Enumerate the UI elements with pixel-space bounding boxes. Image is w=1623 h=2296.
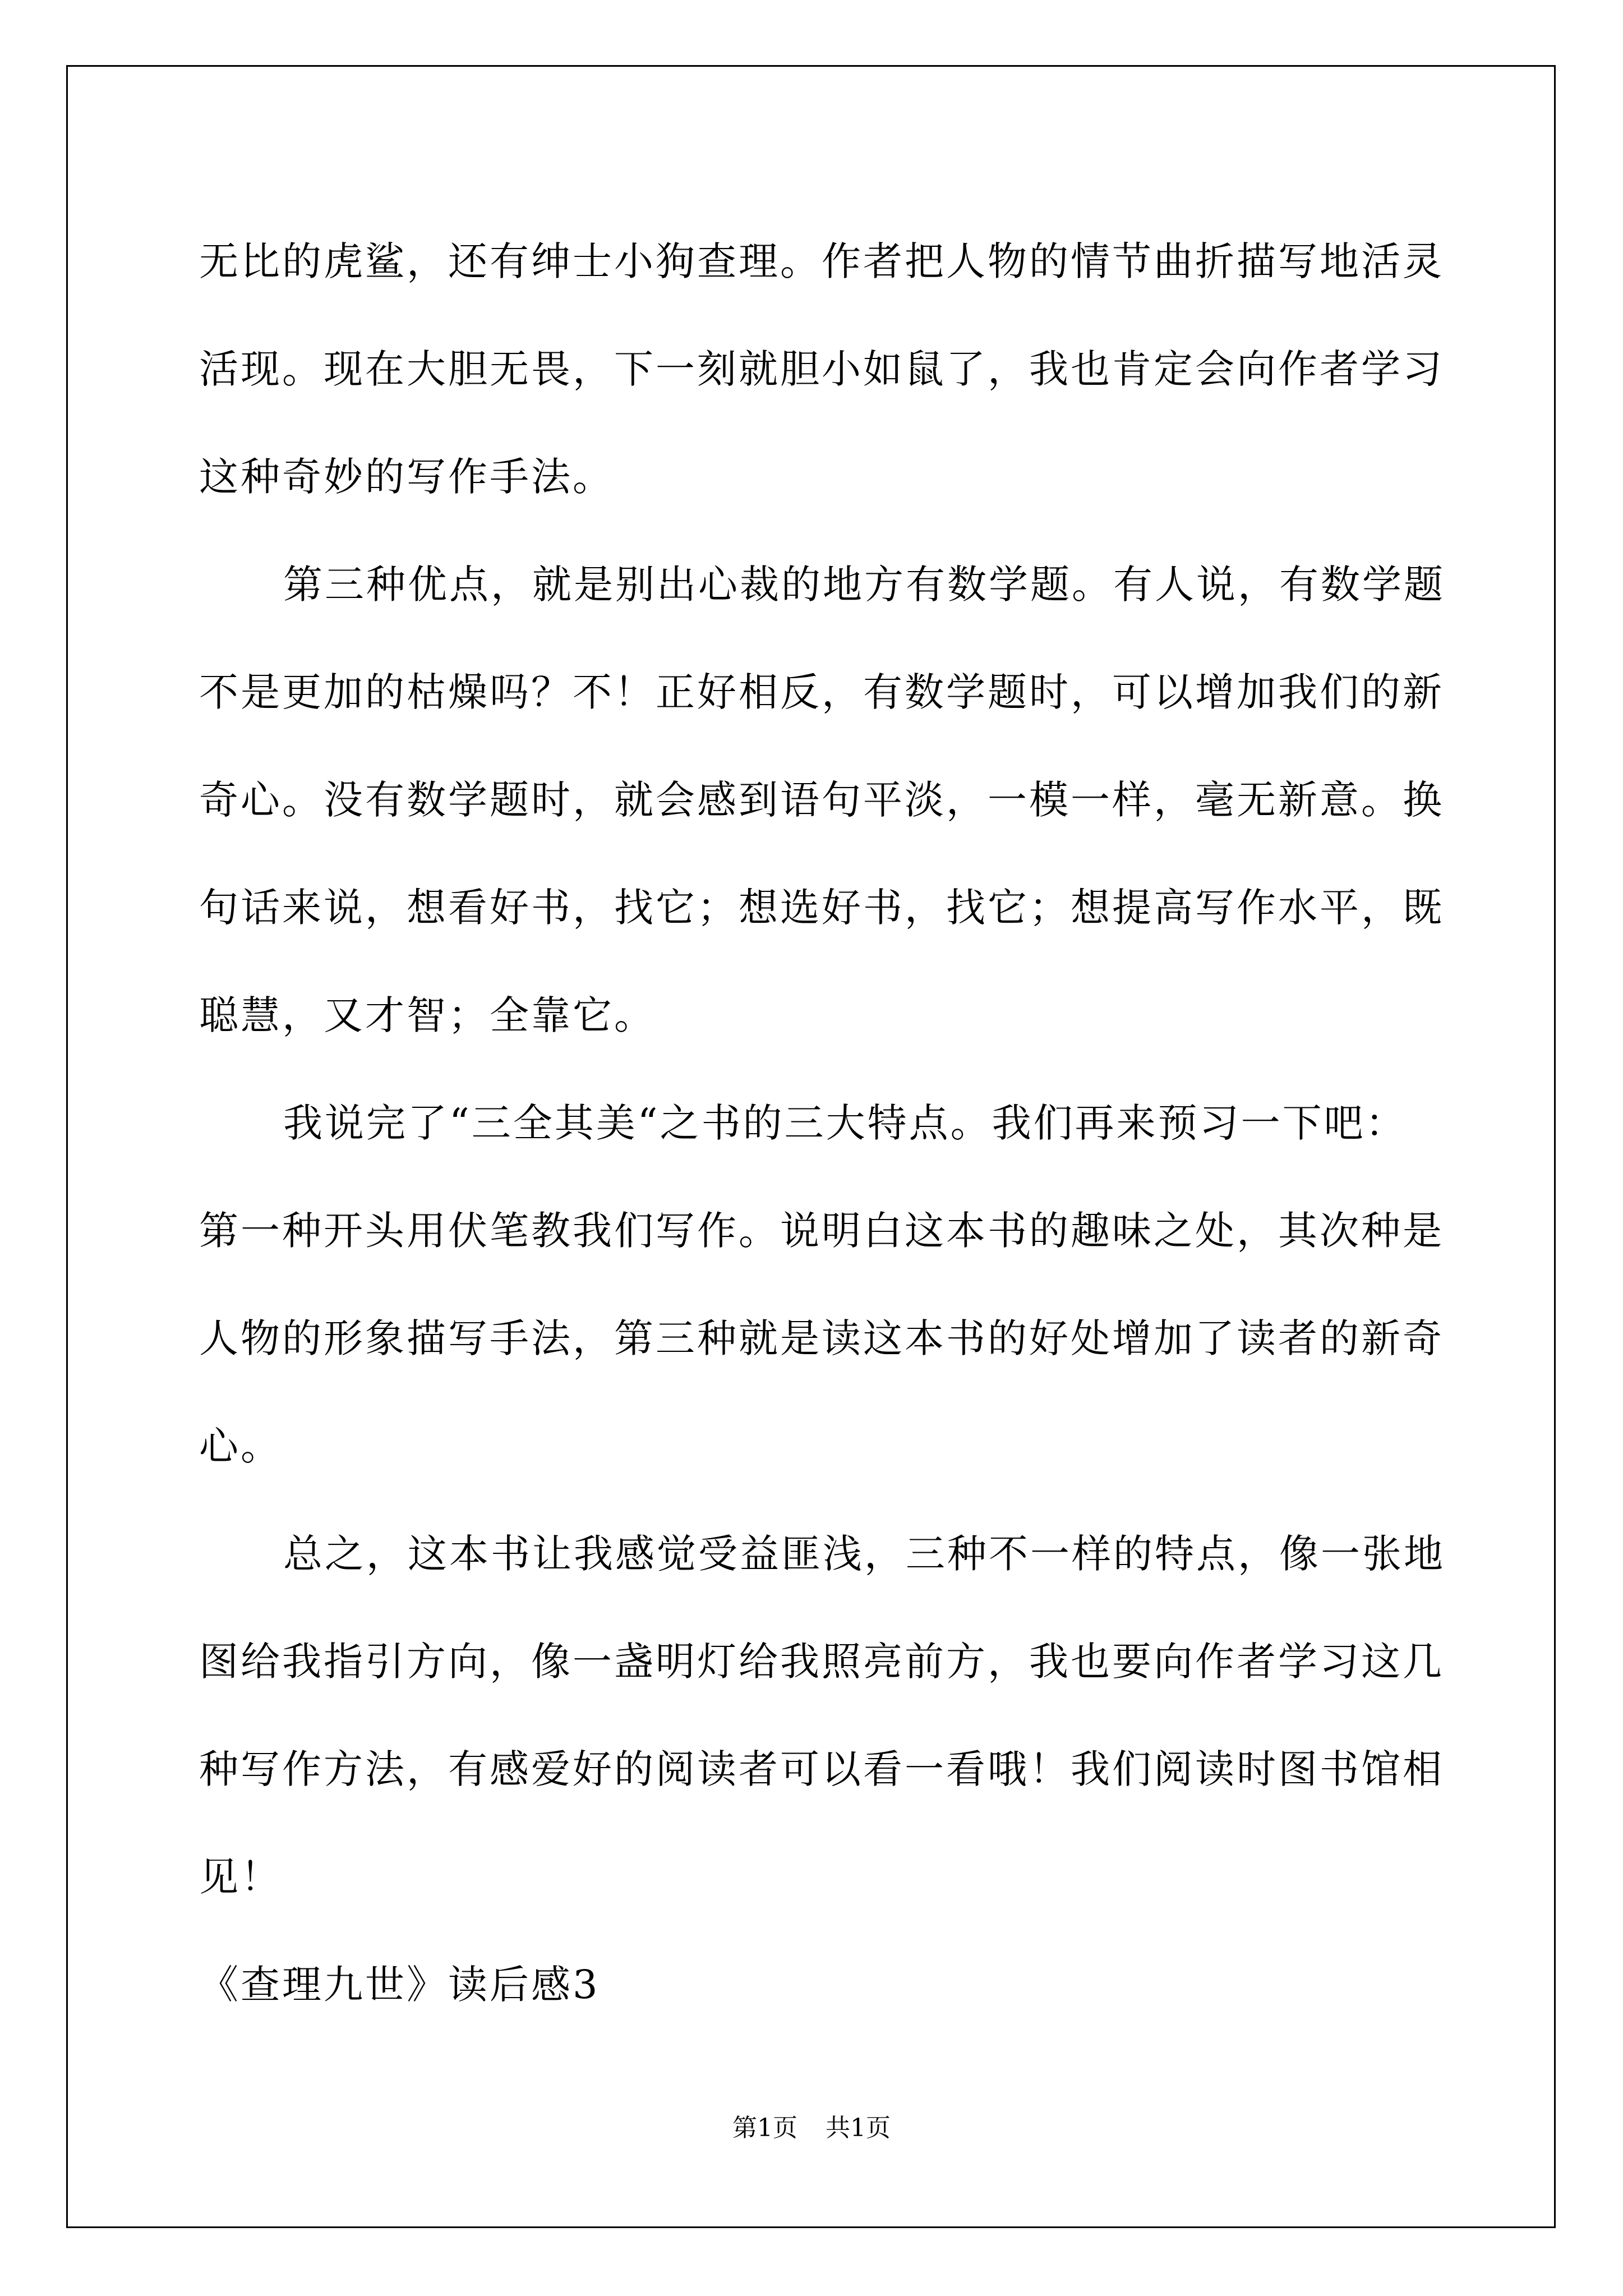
text-line: 这种奇妙的写作手法。 xyxy=(199,454,614,500)
text-line: 不是更加的枯燥吗？不！正好相反，有数学题时，可以增加我们的新 xyxy=(199,669,1444,715)
text-line: 句话来说，想看好书，找它；想选好书，找它；想提高写作水平，既 xyxy=(199,885,1444,931)
text-line: 聪慧，又才智；全靠它。 xyxy=(199,992,656,1038)
paragraph-2 xyxy=(199,531,1445,1069)
page-total: 共1页 xyxy=(826,2114,891,2142)
section-heading: 《查理九世》读后感3 xyxy=(199,1962,600,2008)
text-line: 无比的虎鲨，还有绅士小狗查理。作者把人物的情节曲折描写地活灵 xyxy=(199,238,1444,284)
text-line: 人物的形象描写手法，第三种就是读这本书的好处增加了读者的新奇 xyxy=(199,1315,1444,1361)
paragraph-4 xyxy=(199,1500,1445,1931)
page-footer xyxy=(0,2108,1623,2143)
text-line: 图给我指引方向，像一盏明灯给我照亮前方，我也要向作者学习这几 xyxy=(199,1639,1444,1685)
document-body xyxy=(199,208,1445,2039)
text-line: 见！ xyxy=(199,1854,282,1900)
text-line: 奇心。没有数学题时，就会感到语句平淡，一模一样，毫无新意。换 xyxy=(199,777,1444,823)
text-line: 第一种开头用伏笔教我们写作。说明白这本书的趣味之处，其次种是 xyxy=(199,1208,1444,1254)
text-line: 心。 xyxy=(199,1423,282,1469)
text-line: 种写作方法，有感爱好的阅读者可以看一看哦！我们阅读时图书馆相 xyxy=(199,1746,1444,1792)
paragraph-1 xyxy=(199,208,1444,531)
page-number: 第1页 xyxy=(732,2114,797,2142)
text-line: 第三种优点，就是别出心裁的地方有数学题。有人说，有数学题 xyxy=(283,562,1445,608)
text-line: 活现。现在大胆无畏，下一刻就胆小如鼠了，我也肯定会向作者学习 xyxy=(199,346,1444,392)
text-line: 总之，这本书让我感觉受益匪浅，三种不一样的特点，像一张地 xyxy=(283,1531,1445,1577)
paragraph-3 xyxy=(199,1069,1444,1500)
text-line: 我说完了“三全其美“之书的三大特点。我们再来预习一下吧： xyxy=(283,1100,1407,1146)
